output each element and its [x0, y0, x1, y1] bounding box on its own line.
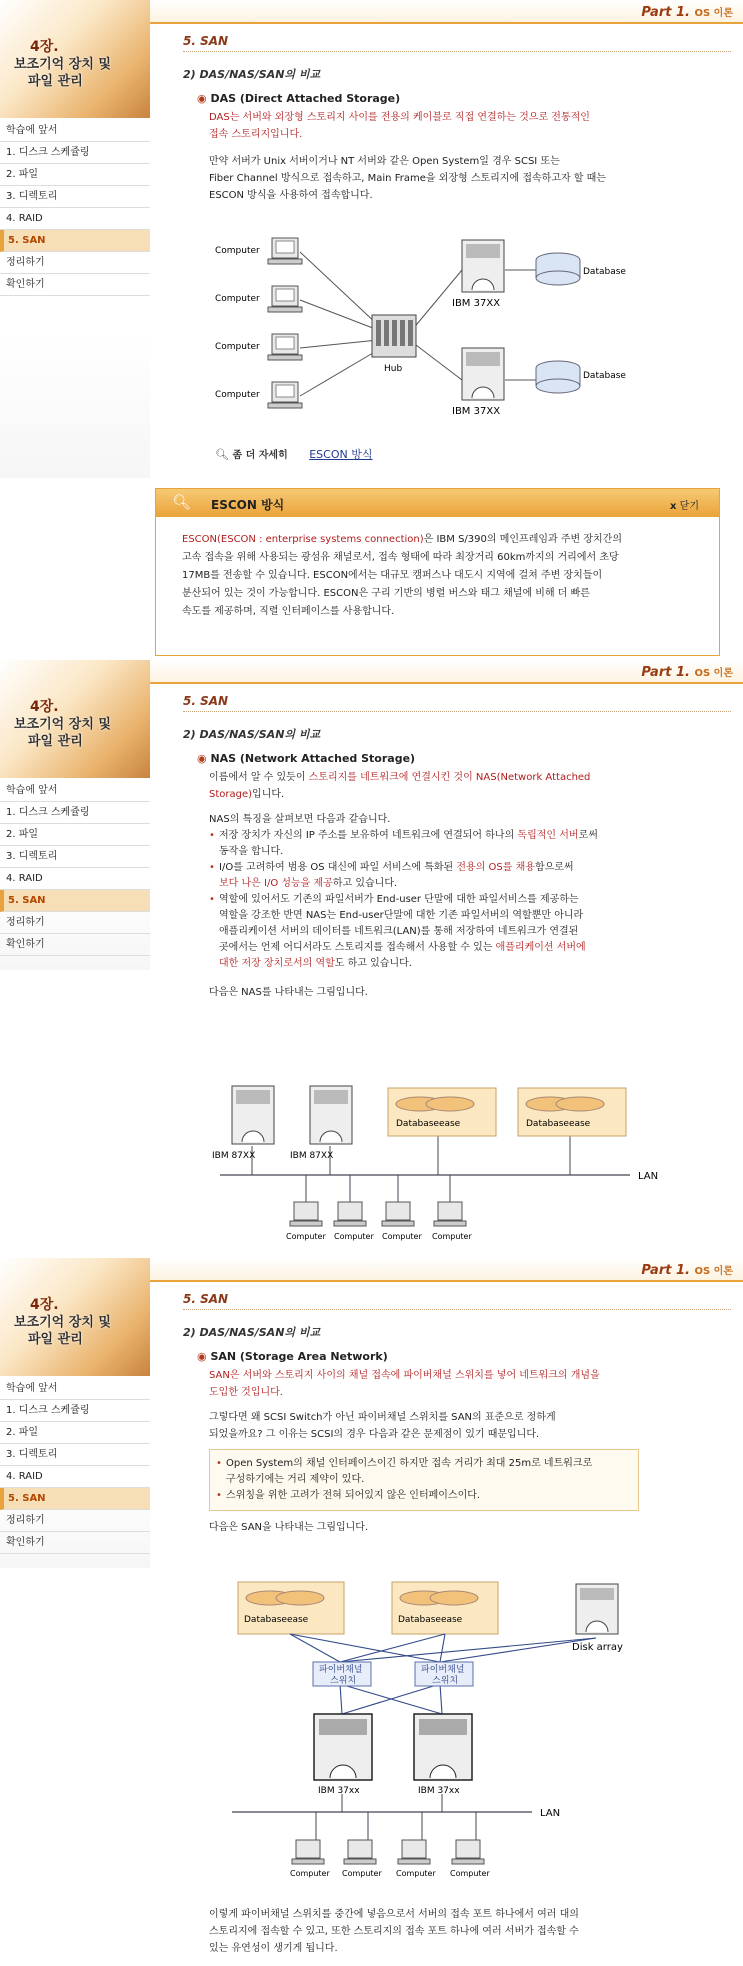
switch-label: 스위치	[330, 1676, 357, 1686]
close-icon: x	[670, 501, 677, 512]
san-heading: ◉ SAN (Storage Area Network)	[197, 1350, 731, 1363]
nav-item-quiz[interactable]: 확인하기	[0, 274, 150, 296]
nav-item-raid[interactable]: 4. RAID	[0, 868, 150, 890]
san-conclusion: 이렇게 파이버채널 스위치를 중간에 넣음으로서 서버의 접속 포트 하나에서 여러 대의 스토리지에 접속할 수 있고, 또한 스토리지의 접속 포트 하나에 여러 서버가 접속할 수 있는 유연성이 생기게 됩니다.	[209, 1909, 579, 1954]
chapter-number: 4장.	[30, 1297, 59, 1313]
section-title: 5. SAN	[183, 694, 731, 712]
chapter-banner	[0, 0, 150, 118]
magnifier-icon: 🔍︎	[172, 493, 192, 511]
san-paragraph: 그렇다면 왜 SCSI Switch가 아닌 파이버채널 스위치를 SAN의 표준으로 정하게 되었을까요? 그 이유는 SCSI의 경우 다음과 같은 문제점이 있기 때문입니다.	[209, 1412, 556, 1440]
database-label: Databaseease	[526, 1119, 591, 1129]
switch-label: 스위치	[432, 1676, 459, 1686]
nav-item-san[interactable]: 5. SAN	[0, 1488, 150, 1510]
part-title: Part 1. OS 이론	[641, 5, 733, 20]
switch-label: 파이버채널	[421, 1665, 465, 1675]
popup-header	[156, 489, 719, 517]
list-item: • I/O를 고려하여 범용 OS 대신에 파일 서비스에 특화된 전용의 OS를 채용함으로써 보다 나은 I/O 성능을 제공하고 있습니다.	[209, 860, 731, 892]
computer-label: Computer	[432, 1232, 472, 1241]
chapter-banner	[0, 660, 150, 778]
list-item: • 역할에 있어서도 기존의 파일서버가 End-user 단말에 대한 파일서비스를 제공하는 역할을 강조한 반면 NAS는 End-user단말에 대한 기존 파일서버의 역할뿐만 아니라 애플리케이션 서버의 데이터를 네트워크(LAN)를 통해 저장하여 네트워크가 연결된 곳에서는 언제 어디서라도 스토리지를 접속해서 사용할 수 있는 애플리케이션 서버에 대한 저장 장치로서의 역할도 하고 있습니다.	[209, 892, 731, 972]
escon-link[interactable]: ESCON 방식	[309, 448, 373, 461]
server-label: IBM 37xx	[418, 1786, 460, 1796]
sidebar	[0, 1258, 150, 1568]
nav-item-intro[interactable]: 학습에 앞서	[0, 120, 150, 142]
nav-item-directory[interactable]: 3. 디렉토리	[0, 846, 150, 868]
nav-item-file[interactable]: 2. 파일	[0, 164, 150, 186]
subsection-title: 2) DAS/NAS/SAN의 비교	[183, 68, 321, 81]
san-content	[183, 1292, 731, 1536]
computer-label: Computer	[334, 1232, 374, 1241]
server-label: IBM 87XX	[290, 1151, 334, 1161]
chapter-number: 4장.	[30, 699, 59, 715]
computer-icon	[290, 1202, 466, 1226]
nav-item-quiz[interactable]: 확인하기	[0, 1532, 150, 1554]
das-paragraph: 만약 서버가 Unix 서버이거나 NT 서버와 같은 Open System일 경우 SCSI 또는 Fiber Channel 방식으로 접속하고, Main Frame을 외장형 스토리지에 접속하고자 할 때는 ESCON 방식을 사용하여 접속합니다.	[209, 156, 606, 201]
subsection-title: 2) DAS/NAS/SAN의 비교	[183, 728, 321, 741]
nas-panel	[0, 660, 743, 1258]
part-title: Part 1. OS 이론	[641, 1263, 733, 1278]
list-item: • Open System의 채널 인터페이스이긴 하지만 접속 거리가 최대 25m로 네트워크로 구성하기에는 거리 제약이 있다.	[216, 1456, 632, 1488]
hub-icon	[372, 315, 416, 357]
database-label: Database	[583, 371, 626, 381]
nav-item-directory[interactable]: 3. 디렉토리	[0, 1444, 150, 1466]
server-icon	[462, 240, 504, 400]
nav-item-summary[interactable]: 정리하기	[0, 252, 150, 274]
computer-label: Computer	[215, 246, 260, 256]
chapter-title: 보조기억 장치 및 파일 관리	[14, 57, 111, 89]
nav-item-disk-scheduling[interactable]: 1. 디스크 스케쥴링	[0, 802, 150, 824]
nav-item-raid[interactable]: 4. RAID	[0, 208, 150, 230]
das-content	[183, 34, 731, 204]
nav-item-directory[interactable]: 3. 디렉토리	[0, 186, 150, 208]
nav-item-file[interactable]: 2. 파일	[0, 1422, 150, 1444]
database-label: Database	[583, 267, 626, 277]
nas-figure-caption: 다음은 NAS를 나타내는 그림입니다.	[209, 987, 368, 998]
popup-close-button[interactable]: x 닫기	[670, 501, 699, 512]
san-diagram	[0, 1576, 743, 1896]
nav-item-raid[interactable]: 4. RAID	[0, 1466, 150, 1488]
database-label: Databaseease	[244, 1615, 309, 1625]
disk-array-label: Disk array	[572, 1642, 623, 1653]
san-definition: SAN은 서버와 스토리지 사이의 채널 접속에 파이버채널 스위치를 넣어 네트워크의 개념을 도입한 것입니다.	[209, 1370, 600, 1398]
das-panel	[0, 0, 743, 660]
server-label: IBM 37XX	[452, 406, 501, 417]
top-bar	[150, 660, 743, 684]
nas-diagram	[0, 1068, 743, 1248]
nas-definition: 이름에서 알 수 있듯이 스토리지를 네트워크에 연결시킨 것이 NAS(Network Attached Storage)입니다.	[209, 772, 591, 800]
nav-item-san[interactable]: 5. SAN	[0, 230, 150, 252]
top-bar	[150, 0, 743, 24]
nas-intro: NAS의 특징을 살펴보면 다음과 같습니다.	[209, 814, 391, 825]
computer-label: Computer	[290, 1869, 330, 1878]
list-item: • 스위칭을 위한 고려가 전혀 되어있지 않은 인터페이스이다.	[216, 1488, 632, 1504]
computer-label: Computer	[215, 342, 260, 352]
nas-content	[183, 694, 731, 1001]
nav-item-summary[interactable]: 정리하기	[0, 1510, 150, 1532]
nav-item-disk-scheduling[interactable]: 1. 디스크 스케쥴링	[0, 1400, 150, 1422]
nas-heading: ◉ NAS (Network Attached Storage)	[197, 752, 731, 765]
section-title: 5. SAN	[183, 1292, 731, 1310]
database-icon	[536, 253, 580, 393]
more-info-row	[215, 446, 372, 462]
das-diagram	[0, 230, 743, 430]
nav-item-intro[interactable]: 학습에 앞서	[0, 1378, 150, 1400]
san-figure-caption: 다음은 SAN을 나타내는 그림입니다.	[209, 1522, 369, 1533]
server-icon	[232, 1086, 352, 1144]
sidebar-nav	[0, 780, 150, 956]
nav-item-intro[interactable]: 학습에 앞서	[0, 780, 150, 802]
switch-label: 파이버채널	[319, 1665, 363, 1675]
san-panel	[0, 1258, 743, 1966]
scsi-problem-box	[209, 1449, 639, 1511]
lan-label: LAN	[638, 1171, 659, 1182]
escon-popup	[155, 488, 720, 656]
popup-title: ESCON 방식	[211, 498, 285, 512]
nav-item-quiz[interactable]: 확인하기	[0, 934, 150, 956]
more-info-label: 좀 더 자세히	[232, 450, 288, 461]
computer-icon	[268, 238, 302, 408]
computer-label: Computer	[215, 294, 260, 304]
das-definition: DAS는 서버와 외장형 스토리지 사이를 전용의 케이블로 직접 연결하는 것으로 전통적인 접속 스토리지입니다.	[209, 112, 590, 140]
section-title: 5. SAN	[183, 34, 731, 52]
nas-feature-list	[209, 828, 731, 972]
nav-item-file[interactable]: 2. 파일	[0, 824, 150, 846]
database-label: Databaseease	[396, 1119, 461, 1129]
computer-label: Computer	[382, 1232, 422, 1241]
top-bar	[150, 1258, 743, 1282]
das-heading: ◉ DAS (Direct Attached Storage)	[197, 92, 731, 105]
disk-array-icon	[576, 1584, 618, 1634]
chapter-banner	[0, 1258, 150, 1376]
chapter-number: 4장.	[30, 39, 59, 55]
database-label: Databaseease	[398, 1615, 463, 1625]
nav-item-summary[interactable]: 정리하기	[0, 912, 150, 934]
server-icon	[314, 1714, 472, 1780]
sidebar	[0, 660, 150, 970]
server-label: IBM 37xx	[318, 1786, 360, 1796]
computer-label: Computer	[215, 390, 260, 400]
popup-body: ESCON(ESCON : enterprise systems connection)은 IBM S/390의 메인프레임과 주변 장치간의 고속 접속을 위해 사용되는 광섬유 채널로서, 접속 형태에 따라 최장거리 60km까지의 거리에서 초당 17MB를 전송할 수 있습니다. ESCON에서는 대규모 캠퍼스나 대도시 지역에 걸쳐 주변 장치들이 분산되어 있는 것이 가능합니다. ESCON은 구리 기반의 병렬 버스와 태그 채널에 비해 더 빠른 속도를 제공하며, 직렬 인터페이스를 사용합니다.	[182, 534, 622, 617]
computer-label: Computer	[450, 1869, 490, 1878]
nav-item-san[interactable]: 5. SAN	[0, 890, 150, 912]
database-storage-icon	[238, 1582, 498, 1634]
magnifier-icon: 🔍︎	[215, 448, 229, 461]
server-label: IBM 87XX	[212, 1151, 256, 1161]
chapter-title: 보조기억 장치 및 파일 관리	[14, 717, 111, 749]
server-label: IBM 37XX	[452, 298, 501, 309]
subsection-title: 2) DAS/NAS/SAN의 비교	[183, 1326, 321, 1339]
computer-icon	[292, 1840, 484, 1864]
computer-label: Computer	[286, 1232, 326, 1241]
chapter-title: 보조기억 장치 및 파일 관리	[14, 1315, 111, 1347]
nav-item-disk-scheduling[interactable]: 1. 디스크 스케쥴링	[0, 142, 150, 164]
lan-label: LAN	[540, 1808, 561, 1819]
list-item: • 저장 장치가 자신의 IP 주소를 보유하여 네트워크에 연결되어 하나의 독립적인 서버로써 동작을 합니다.	[209, 828, 731, 860]
computer-label: Computer	[396, 1869, 436, 1878]
hub-label: Hub	[384, 364, 403, 374]
computer-label: Computer	[342, 1869, 382, 1878]
sidebar-nav	[0, 1378, 150, 1554]
part-title: Part 1. OS 이론	[641, 665, 733, 680]
